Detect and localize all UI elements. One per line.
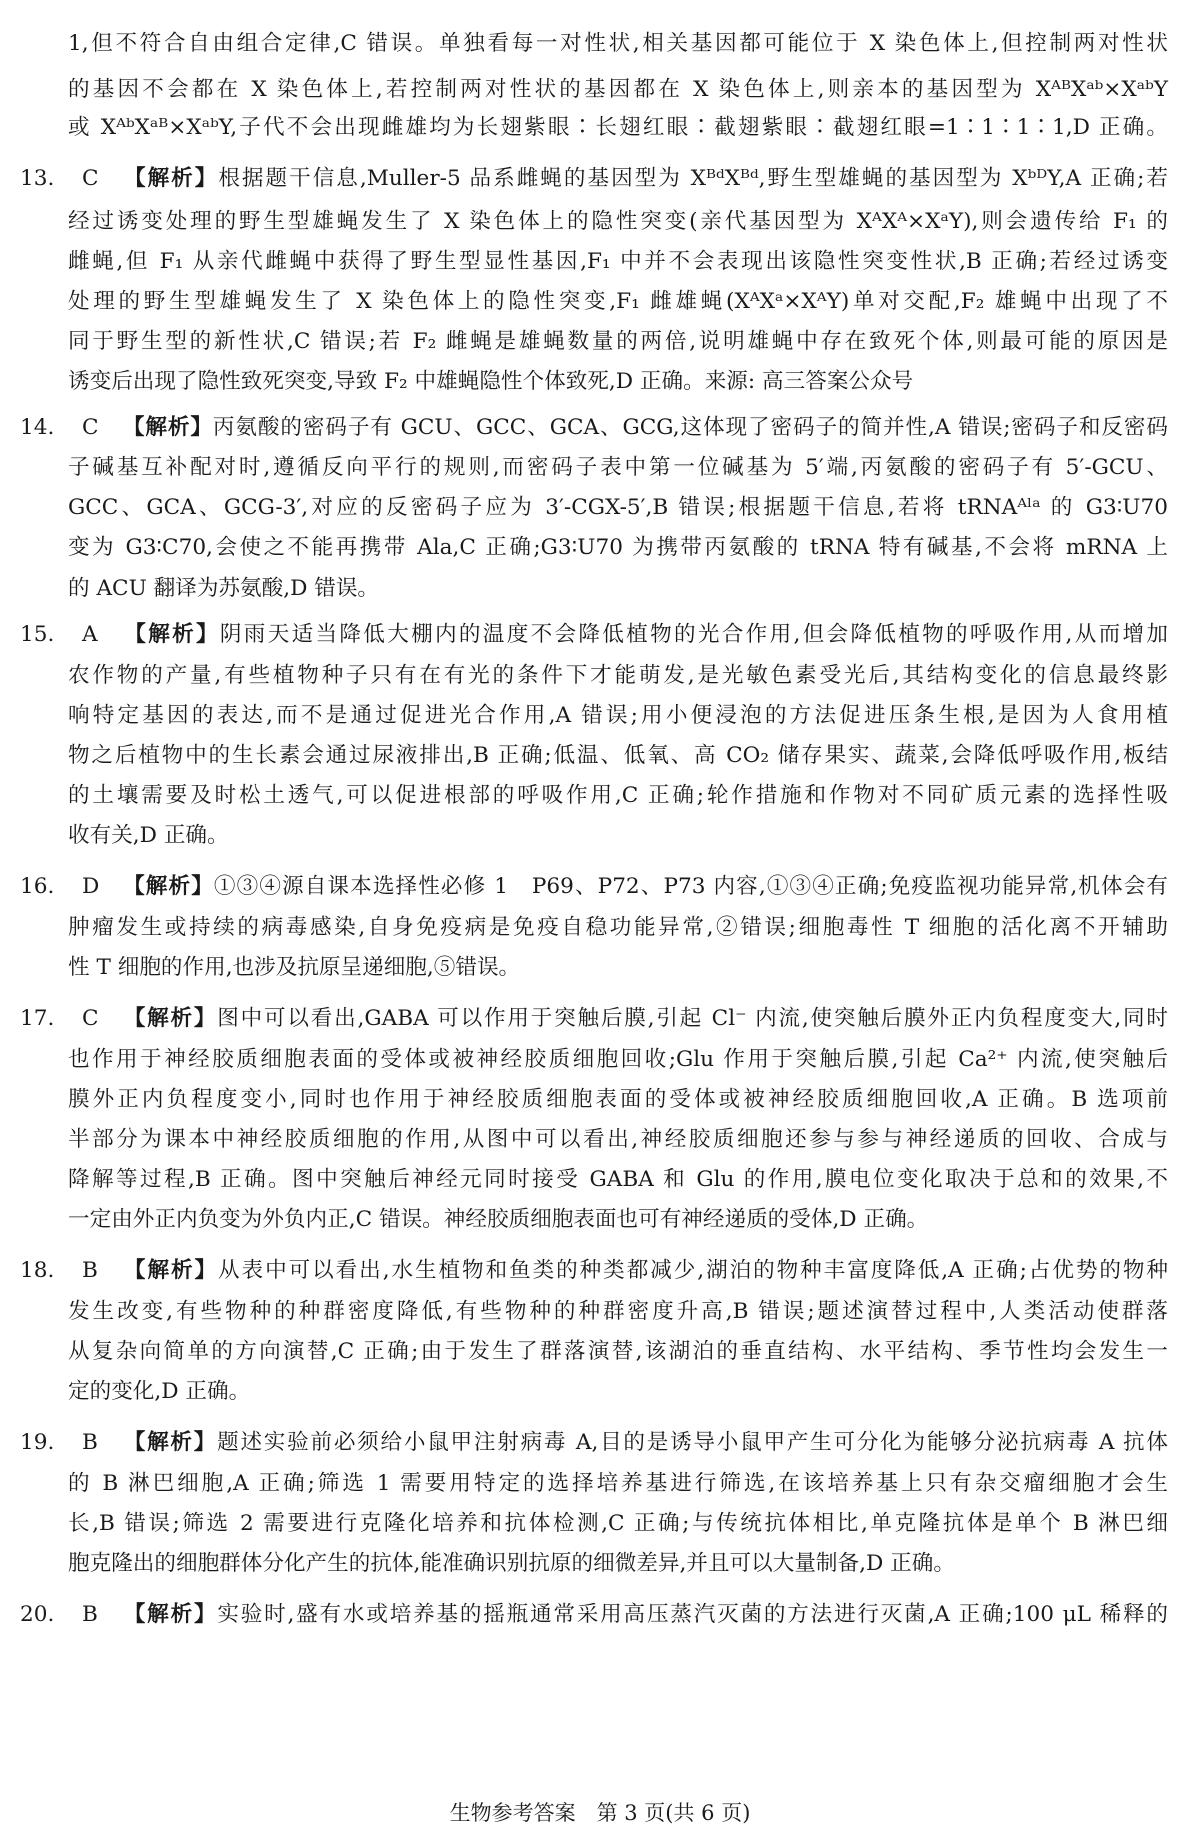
- question-number: 15.: [20, 622, 55, 647]
- question-number: 17.: [20, 1006, 55, 1031]
- line-text: 题述实验前必须给小鼠甲注射病毒 A,目的是诱导小鼠甲产生可分化为能够分泌抗病毒 A 抗体: [217, 1430, 1168, 1455]
- line-text: 雌蝇,但 F₁ 从亲代雌蝇中获得了野生型显性基因,F₁ 中并不会表现出该隐性突变性状,B 正确;若经过诱变: [68, 249, 1168, 274]
- line-text: 处理的野生型雄蝇发生了 X 染色体上的隐性突变,F₁ 雌雄蝇(XᴬXᵃ×XᴬY)单对交配,F₂ 雄蝇中出现了不: [68, 289, 1168, 314]
- answer-letter: A: [82, 622, 98, 647]
- line-text: 的 B 淋巴细胞,A 正确;筛选 1 需要用特定的选择培养基进行筛选,在该培养基上只有杂交瘤细胞才会生: [68, 1471, 1168, 1496]
- answer-text-line: [68, 943, 1168, 993]
- line-text: 从表中可以看出,水生植物和鱼类的种类都减少,湖泊的物种丰富度降低,A 正确;占优势的物种: [218, 1258, 1168, 1283]
- page-footer: 生物参考答案 第 3 页(共 6 页): [449, 1801, 751, 1825]
- analysis-tag: 【解析】: [122, 415, 213, 440]
- line-text: 的 ACU 翻译为苏氨酸,D 错误。: [68, 576, 380, 601]
- answer-text-line: [68, 1367, 1168, 1417]
- line-text: GCC、GCA、GCG-3′,对应的反密码子应为 3′-CGX-5′,B 错误;根据题干信息,若将 tRNAᴬˡᵃ 的 G3∶U70: [68, 495, 1168, 520]
- analysis-tag: 【解析】: [122, 1258, 219, 1283]
- question-number: 20.: [20, 1602, 55, 1627]
- line-text: 阴雨天适当降低大棚内的温度不会降低植物的光合作用,但会降低植物的呼吸作用,从而增加: [219, 622, 1168, 647]
- line-text: 也作用于神经胶质细胞表面的受体或被神经胶质细胞回收;Glu 作用于突触后膜,引起 Ca²⁺ 内流,使突触后: [68, 1047, 1168, 1072]
- analysis-tag: 【解析】: [122, 166, 219, 191]
- line-text: 从复杂向简单的方向演替,C 正确;由于发生了群落演替,该湖泊的垂直结构、水平结构、季节性均会发生一: [68, 1339, 1168, 1364]
- line-text: 胞克隆出的细胞群体分化产生的抗体,能准确识别抗原的细微差异,并且可以大量制备,D 正确。: [68, 1551, 955, 1576]
- line-text: 实验时,盛有水或培养基的摇瓶通常采用高压蒸汽灭菌的方法进行灭菌,A 正确;100 μL 稀释的: [217, 1602, 1168, 1627]
- line-text: 降解等过程,B 正确。图中突触后神经元同时接受 GABA 和 Glu 的作用,膜电位变化取决于总和的效果,不: [68, 1167, 1168, 1192]
- line-text: 的基因不会都在 X 染色体上,若控制两对性状的基因都在 X 染色体上,则亲本的基因型为 XᴬᴮXᵃᵇ×XᵃᵇY: [68, 77, 1168, 102]
- answer-text-line: [68, 564, 1168, 614]
- answer-text-line: [68, 19, 1168, 69]
- line-text: 1,但不符合自由组合定律,C 错误。单独看每一对性状,相关基因都可能位于 X 染色体上,但控制两对性状: [68, 31, 1168, 56]
- line-text: 一定由外正内负变为外负内正,C 错误。神经胶质细胞表面也可有神经递质的受体,D 正确。: [68, 1207, 929, 1232]
- answer-letter: D: [82, 874, 100, 899]
- question-number: 19.: [20, 1430, 55, 1455]
- line-text: 或 XᴬᵇXᵃᴮ×XᵃᵇY,子代不会出现雌雄均为长翅紫眼∶长翅红眼∶截翅紫眼∶截翅红眼=1∶1∶1∶1,D 正确。: [68, 115, 1168, 140]
- line-text: 发生改变,有些物种的种群密度降低,有些物种的种群密度升高,B 错误;题述演替过程中,人类活动使群落: [68, 1299, 1168, 1324]
- analysis-tag: 【解析】: [122, 622, 220, 647]
- line-text: 农作物的产量,有些植物种子只有在有光的条件下才能萌发,是光敏色素受光后,其结构变化的信息最终影: [68, 663, 1168, 688]
- line-text: 定的变化,D 正确。: [68, 1379, 251, 1404]
- line-text: 半部分为课本中神经胶质细胞的作用,从图中可以看出,神经胶质细胞还参与参与神经递质的回收、合成与: [68, 1127, 1168, 1152]
- question-number: 13.: [20, 166, 55, 191]
- line-text: 诱变后出现了隐性致死突变,导致 F₂ 中雄蝇隐性个体致死,D 正确。来源: 高三答案公众号: [68, 369, 914, 394]
- answer-text-line: [68, 103, 1168, 153]
- answer-letter: B: [82, 1258, 98, 1283]
- answer-text-line: [68, 811, 1168, 861]
- line-text: 性 T 细胞的作用,也涉及抗原呈递细胞,⑤错误。: [68, 955, 521, 980]
- answer-text-line: [68, 1195, 1168, 1245]
- analysis-tag: 【解析】: [122, 1602, 218, 1627]
- answer-letter: B: [82, 1602, 98, 1627]
- line-text: 肿瘤发生或持续的病毒感染,自身免疫病是免疫自稳功能异常,②错误;细胞毒性 T 细胞的活化离不开辅助: [68, 915, 1168, 940]
- line-text: 图中可以看出,GABA 可以作用于突触后膜,引起 Cl⁻ 内流,使突触后膜外正内负程度变大,同时: [217, 1006, 1168, 1031]
- line-text: 子碱基互补配对时,遵循反向平行的规则,而密码子表中第一位碱基为 5′端,丙氨酸的密码子有 5′-GCU、: [68, 455, 1168, 480]
- question-number: 14.: [20, 415, 55, 440]
- answer-item-first-line: [20, 1590, 1168, 1640]
- line-text: 物之后植物中的生长素会通过尿液排出,B 正确;低温、低氧、高 CO₂ 储存果实、蔬菜,会降低呼吸作用,板结: [68, 743, 1168, 768]
- analysis-tag: 【解析】: [122, 1006, 218, 1031]
- analysis-tag: 【解析】: [122, 1430, 218, 1455]
- line-text: 经过诱变处理的野生型雄蝇发生了 X 染色体上的隐性突变(亲代基因型为 XᴬXᴬ×XᵃY),则会遗传给 F₁ 的: [68, 209, 1168, 234]
- line-text: ①③④源自课本选择性必修 1 P69、P72、P73 内容,①③④正确;免疫监视功能异常,机体会有: [213, 874, 1168, 899]
- answer-letter: C: [82, 166, 99, 191]
- line-text: 响特定基因的表达,而不是通过促进光合作用,A 错误;用小便浸泡的方法促进压条生根,是因为人食用植: [68, 703, 1168, 728]
- line-text: 变为 G3∶C70,会使之不能再携带 Ala,C 正确;G3∶U70 为携带丙氨酸的 tRNA 特有碱基,不会将 mRNA 上: [68, 535, 1168, 560]
- answer-text-line: [68, 357, 1168, 407]
- answer-text-line: [68, 1539, 1168, 1589]
- line-text: 收有关,D 正确。: [68, 823, 229, 848]
- question-number: 16.: [20, 874, 55, 899]
- answer-letter: B: [82, 1430, 98, 1455]
- line-text: 根据题干信息,Muller-5 品系雌蝇的基因型为 XᴮᵈXᴮᵈ,野生型雄蝇的基因型为 XᵇᴰY,A 正确;若: [218, 166, 1168, 191]
- answer-letter: C: [82, 1006, 99, 1031]
- line-text: 丙氨酸的密码子有 GCU、GCC、GCA、GCG,这体现了密码子的简并性,A 错误;密码子和反密码: [212, 415, 1168, 440]
- line-text: 膜外正内负程度变小,同时也作用于神经胶质细胞表面的受体或被神经胶质细胞回收,A 正确。B 选项前: [68, 1087, 1168, 1112]
- line-text: 的土壤需要及时松土透气,可以促进根部的呼吸作用,C 正确;轮作措施和作物对不同矿质元素的选择性吸: [68, 783, 1168, 808]
- analysis-tag: 【解析】: [122, 874, 214, 899]
- question-number: 18.: [20, 1258, 55, 1283]
- line-text: 同于野生型的新性状,C 错误;若 F₂ 雌蝇是雄蝇数量的两倍,说明雄蝇中存在致死个体,则最可能的原因是: [68, 329, 1168, 354]
- line-text: 长,B 错误;筛选 2 需要进行克隆化培养和抗体检测,C 正确;与传统抗体相比,单克隆抗体是单个 B 淋巴细: [68, 1511, 1168, 1536]
- answer-letter: C: [82, 415, 99, 440]
